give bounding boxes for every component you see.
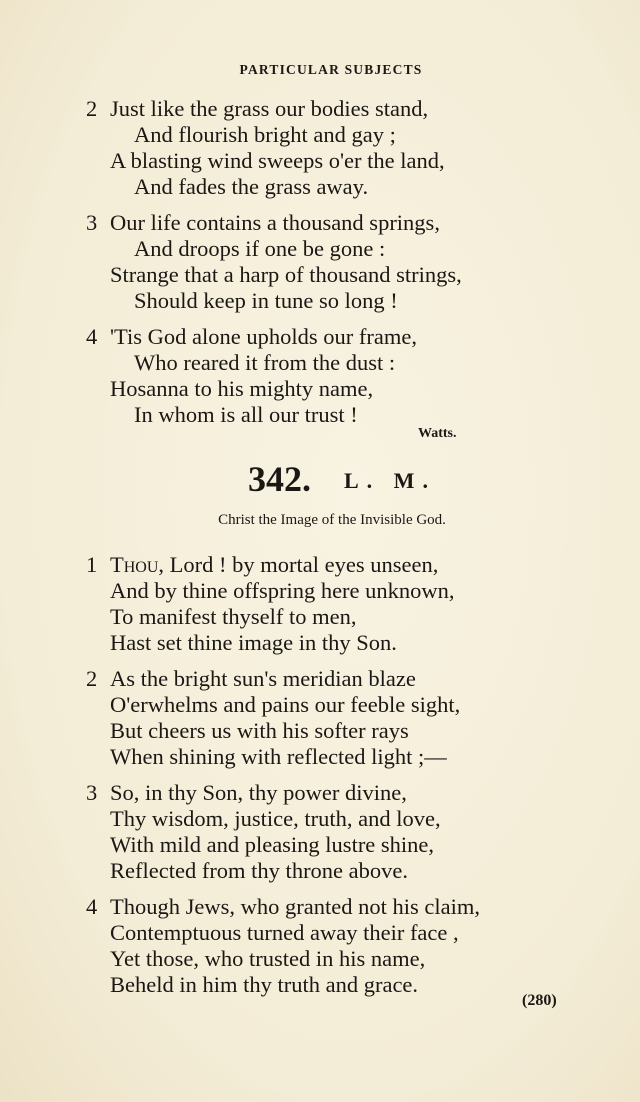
verse-line: Hast set thine image in thy Son. bbox=[110, 630, 397, 655]
stanza-number: 3 bbox=[86, 780, 98, 805]
verse-line: A blasting wind sweeps o'er the land, bbox=[110, 148, 445, 173]
page-number: (280) bbox=[522, 992, 557, 1009]
stanza-number: 1 bbox=[86, 552, 98, 577]
running-header: PARTICULAR SUBJECTS bbox=[239, 62, 423, 77]
hymn-title: Christ the Image of the Invisible God. bbox=[218, 512, 446, 528]
verse-line: 'Tis God alone upholds our frame, bbox=[110, 324, 417, 349]
verse-line: And droops if one be gone : bbox=[134, 236, 386, 261]
drop-word: Thou, bbox=[110, 552, 165, 577]
verse-line: When shining with reflected light ;— bbox=[110, 744, 447, 769]
verse-line: With mild and pleasing lustre shine, bbox=[110, 832, 435, 857]
first-line-rest: Lord ! by mortal eyes unseen, bbox=[164, 552, 439, 577]
hymn-number: 342. bbox=[248, 459, 311, 499]
verse-line: And flourish bright and gay ; bbox=[134, 122, 396, 147]
stanza-number: 2 bbox=[86, 666, 98, 691]
stanza-number: 4 bbox=[86, 894, 98, 919]
verse-line: And fades the grass away. bbox=[134, 174, 369, 199]
verse-line: Thy wisdom, justice, truth, and love, bbox=[110, 806, 441, 831]
verse-line-first bbox=[110, 552, 438, 578]
verse-line: Hosanna to his mighty name, bbox=[110, 376, 374, 401]
verse-line: Our life contains a thousand springs, bbox=[110, 210, 440, 235]
hymn-meter: L. M. bbox=[344, 468, 436, 493]
verse-line: Should keep in tune so long ! bbox=[134, 288, 398, 313]
stanza-number: 3 bbox=[86, 210, 98, 235]
verse-line: But cheers us with his softer rays bbox=[110, 718, 409, 743]
verse-line: Yet those, who trusted in his name, bbox=[110, 946, 426, 971]
verse-line: Just like the grass our bodies stand, bbox=[110, 96, 429, 121]
verse-line: Though Jews, who granted not his claim, bbox=[110, 894, 480, 919]
verse-line: Who reared it from the dust : bbox=[134, 350, 396, 375]
verse-line: O'erwhelms and pains our feeble sight, bbox=[110, 692, 461, 717]
verse-line: Contemptuous turned away their face , bbox=[110, 920, 459, 945]
verse-line: In whom is all our trust ! bbox=[134, 402, 358, 427]
verse-line: So, in thy Son, thy power divine, bbox=[110, 780, 407, 805]
verse-line: To manifest thyself to men, bbox=[110, 604, 357, 629]
verse-line: Reflected from thy throne above. bbox=[110, 858, 409, 883]
author-attribution: Watts. bbox=[418, 426, 457, 441]
verse-line: Strange that a harp of thousand strings, bbox=[110, 262, 462, 287]
stanza-number: 2 bbox=[86, 96, 98, 121]
stanza-number: 4 bbox=[86, 324, 98, 349]
verse-line: Beheld in him thy truth and grace. bbox=[110, 972, 419, 997]
verse-line: As the bright sun's meridian blaze bbox=[110, 666, 416, 691]
verse-line: And by thine offspring here unknown, bbox=[110, 578, 455, 603]
